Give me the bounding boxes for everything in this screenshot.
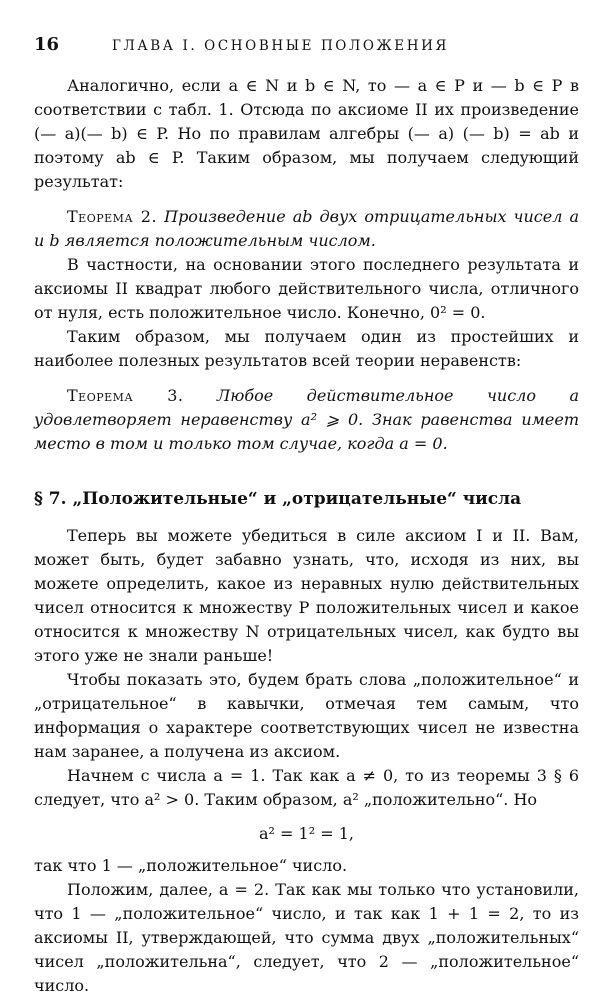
paragraph-3: Таким образом, мы получаем один из простейших и наиболее полезных результатов всей теории неравенств: bbox=[34, 327, 579, 370]
paragraph-2: В частности, на основании этого последнего результата и аксиомы II квадрат любого действительного числа, отличного от нуля, есть положительное число. Конечно, 0² = 0. bbox=[34, 255, 579, 322]
formula: a² = 1² = 1, bbox=[259, 824, 354, 843]
theorem-3-label: Теорема 3. bbox=[67, 386, 184, 405]
section-title: § 7. „Положительные“ и „отрицательные“ числа bbox=[34, 489, 522, 509]
theorem-3-text: Любое действительное число a удовлетворяет неравенству a² ⩾ 0. Знак равенства имеет место в том и только том случае, когда a = 0. bbox=[34, 386, 579, 453]
theorem-2-label: Теорема 2. bbox=[67, 207, 158, 226]
paragraph-5: Чтобы показать это, будем брать слова „положительное“ и „отрицательное“ в кавычки, отмечая тем самым, что информация о характере соответствующих чисел не известна нам заранее, а получена из аксиом. bbox=[34, 670, 579, 761]
paragraph-6: Начнем с числа a = 1. Так как a ≠ 0, то из теоремы 3 § 6 следует, что a² > 0. Таким образом, a² „положительно“. Но bbox=[34, 766, 579, 809]
page-header bbox=[34, 34, 579, 60]
page-number: 16 bbox=[34, 34, 60, 55]
running-head: ГЛАВА I. ОСНОВНЫЕ ПОЛОЖЕНИЯ bbox=[112, 38, 449, 54]
paragraph-8: Положим, далее, a = 2. Так как мы только что установили, что 1 — „положительное“ число, и так как 1 + 1 = 2, то из аксиомы II, утверждающей, что сумма двух „положительных“ чисел „положительна“, следует, что 2 — „положительное“ число. bbox=[34, 880, 579, 995]
theorem-3 bbox=[34, 384, 579, 456]
book-page bbox=[34, 34, 579, 998]
theorem-2-text: Произведение ab двух отрицательных чисел a и b является положительным числом. bbox=[34, 207, 579, 250]
paragraph-7: так что 1 — „положительное“ число. bbox=[34, 856, 348, 875]
paragraph-1: Аналогично, если a ∈ N и b ∈ N, то — a ∈ P и — b ∈ P в соответствии с табл. 1. Отсюда по аксиоме II их произведение (— a)(— b) ∈ P. Но по правилам алгебры (— a) (— b) = ab и поэтому ab ∈ P. Таким образом, мы получаем следующий результат: bbox=[34, 76, 579, 191]
theorem-2 bbox=[34, 205, 579, 253]
paragraph-4: Теперь вы можете убедиться в силе аксиом I и II. Вам, может быть, будет забавно узнать, что, исходя из них, вы можете определить, какое из неравных нулю действительных чисел относится к множеству P положительных чисел и какое относится к множеству N отрицательных чисел, как будто вы этого уже не знали раньше! bbox=[34, 526, 579, 665]
